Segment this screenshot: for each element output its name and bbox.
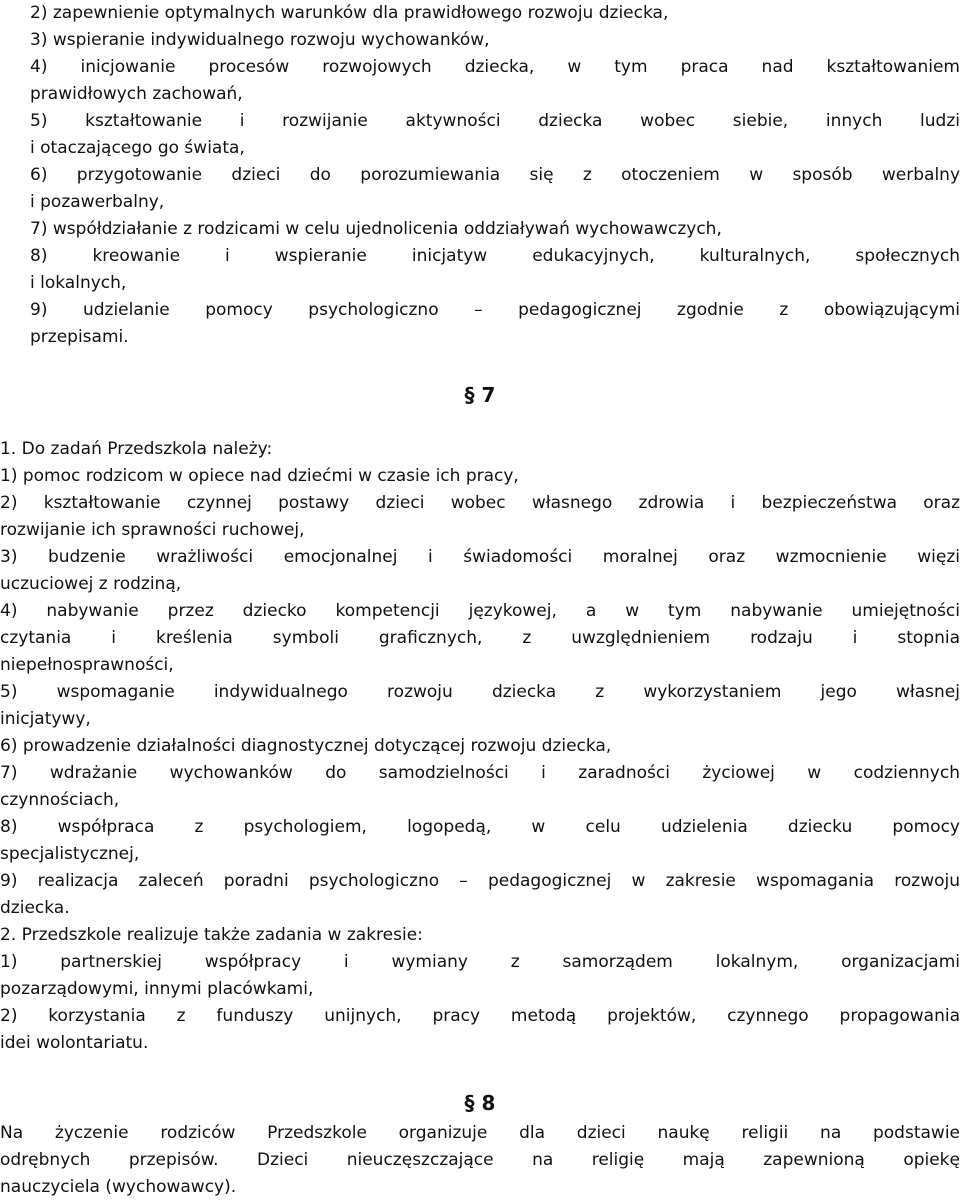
paragraph-line: odrębnych przepisów. Dzieci nieuczęszczające na religię mają zapewnioną opiekę xyxy=(0,1150,960,1170)
paragraph-line: 9) realizacja zaleceń poradni psychologiczno – pedagogicznej w zakresie wspomagania rozwoju xyxy=(0,871,960,891)
paragraph-line: Na życzenie rodziców Przedszkole organizuje dla dzieci naukę religii na podstawie xyxy=(0,1123,960,1143)
paragraph-line: inicjatywy, xyxy=(0,709,91,729)
list-item-line: i pozawerbalny, xyxy=(30,192,165,212)
list-item-line: 3) wspieranie indywidualnego rozwoju wychowanków, xyxy=(30,30,490,50)
paragraph-line: czynnościach, xyxy=(0,790,120,810)
paragraph-line: nauczyciela (wychowawcy). xyxy=(0,1177,237,1197)
paragraph-line: dziecka. xyxy=(0,898,70,918)
paragraph-line: 7) wdrażanie wychowanków do samodzielności i zaradności życiowej w codziennych xyxy=(0,763,960,783)
paragraph-line: 1. Do zadań Przedszkola należy: xyxy=(0,439,273,459)
paragraph-line: 3) budzenie wrażliwości emocjonalnej i świadomości moralnej oraz wzmocnienie więzi xyxy=(0,547,960,567)
paragraph-line: niepełnosprawności, xyxy=(0,655,174,675)
paragraph-line: 4) nabywanie przez dziecko kompetencji językowej, a w tym nabywanie umiejętności xyxy=(0,601,960,621)
paragraph-line: 8) współpraca z psychologiem, logopedą, w celu udzielenia dziecku pomocy xyxy=(0,817,960,837)
list-item-line: 6) przygotowanie dzieci do porozumiewania się z otoczeniem w sposób werbalny xyxy=(30,165,960,185)
list-item-line: i otaczającego go świata, xyxy=(30,138,245,158)
list-item-line: i lokalnych, xyxy=(30,273,127,293)
paragraph-line: 2. Przedszkole realizuje także zadania w zakresie: xyxy=(0,925,423,945)
paragraph-line: czytania i kreślenia symboli graficznych, z uwzględnieniem rodzaju i stopnia xyxy=(0,628,960,648)
paragraph-line: 6) prowadzenie działalności diagnostycznej dotyczącej rozwoju dziecka, xyxy=(0,736,612,756)
list-item-line: 9) udzielanie pomocy psychologiczno – pedagogicznej zgodnie z obowiązującymi xyxy=(30,300,960,320)
list-item-line: 8) kreowanie i wspieranie inicjatyw edukacyjnych, kulturalnych, społecznych xyxy=(30,246,960,266)
section-heading-7: § 7 xyxy=(464,383,496,407)
section-heading-8: § 8 xyxy=(464,1091,496,1115)
list-item-line: 4) inicjowanie procesów rozwojowych dziecka, w tym praca nad kształtowaniem xyxy=(30,57,960,77)
paragraph-line: 5) wspomaganie indywidualnego rozwoju dziecka z wykorzystaniem jego własnej xyxy=(0,682,960,702)
paragraph-line: 2) kształtowanie czynnej postawy dzieci wobec własnego zdrowia i bezpieczeństwa oraz xyxy=(0,493,960,513)
paragraph-line: 2) korzystania z funduszy unijnych, pracy metodą projektów, czynnego propagowania xyxy=(0,1006,960,1026)
paragraph-line: 1) partnerskiej współpracy i wymiany z samorządem lokalnym, organizacjami xyxy=(0,952,960,972)
paragraph-line: uczuciowej z rodziną, xyxy=(0,574,182,594)
list-item-line: 7) współdziałanie z rodzicami w celu ujednolicenia oddziaływań wychowawczych, xyxy=(30,219,722,239)
paragraph-line: idei wolontariatu. xyxy=(0,1033,149,1053)
paragraph-line: rozwijanie ich sprawności ruchowej, xyxy=(0,520,305,540)
paragraph-line: pozarządowymi, innymi placówkami, xyxy=(0,979,314,999)
list-item-line: 5) kształtowanie i rozwijanie aktywności dziecka wobec siebie, innych ludzi xyxy=(30,111,960,131)
list-item-line: prawidłowych zachowań, xyxy=(30,84,243,104)
paragraph-line: 1) pomoc rodzicom w opiece nad dziećmi w czasie ich pracy, xyxy=(0,466,519,486)
list-item-line: 2) zapewnienie optymalnych warunków dla prawidłowego rozwoju dziecka, xyxy=(30,3,669,23)
paragraph-line: specjalistycznej, xyxy=(0,844,140,864)
list-item-line: przepisami. xyxy=(30,327,129,347)
